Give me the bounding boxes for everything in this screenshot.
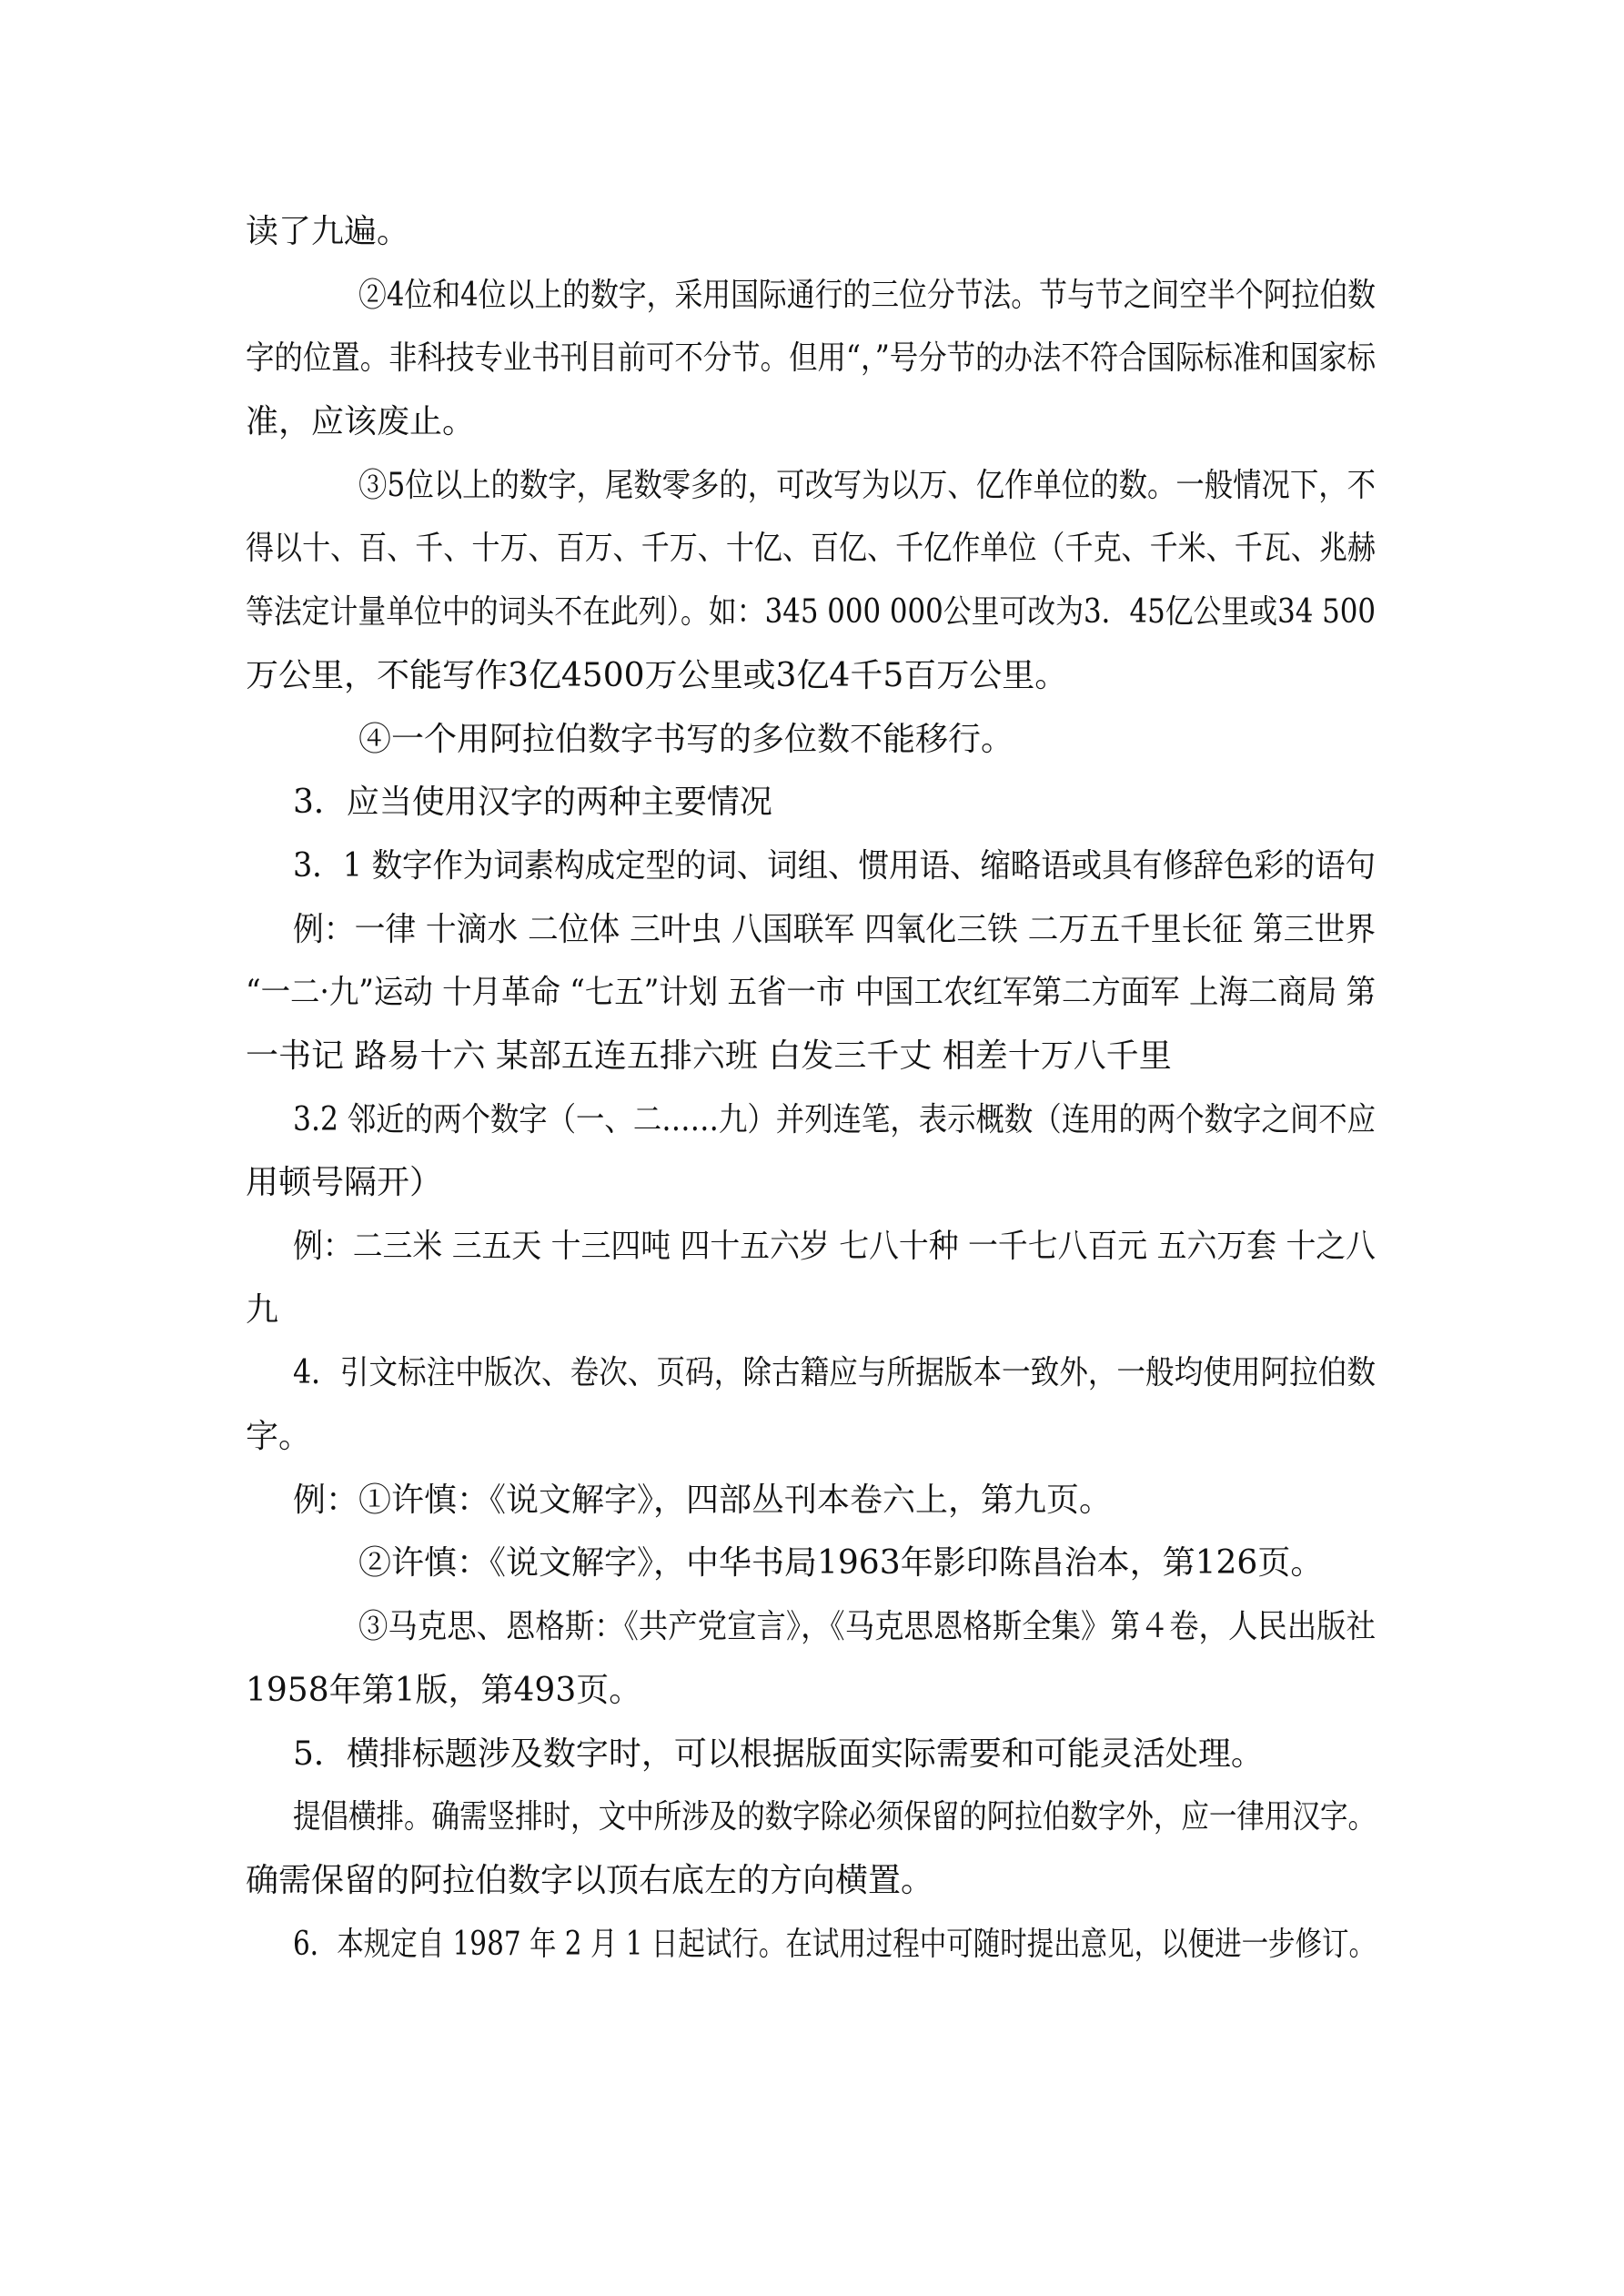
text-line: 读了九遍。 <box>246 213 410 250</box>
text-line: ②4位和4位以上的数字，采用国际通行的三位分节法。节与节之间空半个阿拉伯数 <box>358 276 1376 314</box>
text-line: 确需保留的阿拉伯数字以顶右底左的方向横置。 <box>246 1861 934 1899</box>
section-heading: 6．本规定自 1987 年 2 月 1 日起试行。在试用过程中可随时提出意见，以便进一步修订。 <box>293 1925 1376 1963</box>
text-line: 字。 <box>246 1418 312 1456</box>
text-line: 提倡横排。确需竖排时，文中所涉及的数字除必须保留的阿拉伯数字外，应一律用汉字。 <box>293 1798 1376 1836</box>
section-heading: 5．横排标题涉及数字时，可以根据版面实际需要和可能灵活处理。 <box>293 1735 1264 1773</box>
text-line: “一二·九”运动 十月革命 “七五”计划 五省一市 中国工农红军第二方面军 上海二商局 第 <box>246 974 1376 1012</box>
text-line: 例：①许慎：《说文解字》，四部丛刊本卷六上，第九页。 <box>293 1481 1113 1519</box>
text-line: 用顿号隔开） <box>246 1164 443 1202</box>
text-line: ③5位以上的数字，尾数零多的，可改写为以万、亿作单位的数。一般情况下，不 <box>358 466 1376 504</box>
text-line: 字的位置。非科技专业书刊目前可不分节。但用“，”号分节的办法不符合国际标准和国家标 <box>246 339 1376 378</box>
text-line: 例：一律 十滴水 二位体 三叶虫 八国联军 四氧化三铁 二万五千里长征 第三世界 <box>293 910 1376 948</box>
subsection-heading: 3．1 数字作为词素构成定型的词、词组、惯用语、缩略语或具有修辞色彩的语句 <box>293 846 1376 885</box>
text-line: 等法定计量单位中的词头不在此列）。如：345 000 000公里可改为3．45亿公里或34 500 <box>246 593 1376 632</box>
text-line: 九 <box>246 1290 279 1329</box>
text-line: 一书记 路易十六 某部五连五排六班 白发三千丈 相差十万八千里 <box>246 1037 1172 1075</box>
text-line: 准，应该废止。 <box>246 403 476 441</box>
document-page <box>246 200 1376 1976</box>
text-line: ②许慎：《说文解字》，中华书局1963年影印陈昌治本，第126页。 <box>358 1544 1324 1583</box>
text-line: 得以十、百、千、十万、百万、千万、十亿、百亿、千亿作单位（千克、千米、千瓦、兆赫 <box>246 530 1376 568</box>
subsection-heading: 3.2 邻近的两个数字（一、二……九）并列连笔，表示概数（连用的两个数字之间不应 <box>293 1100 1377 1138</box>
text-line: 例：二三米 三五天 十三四吨 四十五六岁 七八十种 一千七八百元 五六万套 十之八 <box>293 1228 1376 1265</box>
text-line: 万公里，不能写作3亿4500万公里或3亿4千5百万公里。 <box>246 656 1068 694</box>
section-heading: 3．应当使用汉字的两种主要情况 <box>293 784 772 822</box>
section-heading: 4．引文标注中版次、卷次、页码，除古籍应与所据版本一致外，一般均使用阿拉伯数 <box>293 1354 1376 1392</box>
text-line: ④一个用阿拉伯数字书写的多位数不能移行。 <box>358 720 1014 758</box>
text-line: 1958年第1版，第493页。 <box>246 1671 642 1709</box>
text-line: ③马克思、恩格斯：《共产党宣言》，《马克思恩格斯全集》第４卷，人民出版社 <box>358 1608 1376 1646</box>
